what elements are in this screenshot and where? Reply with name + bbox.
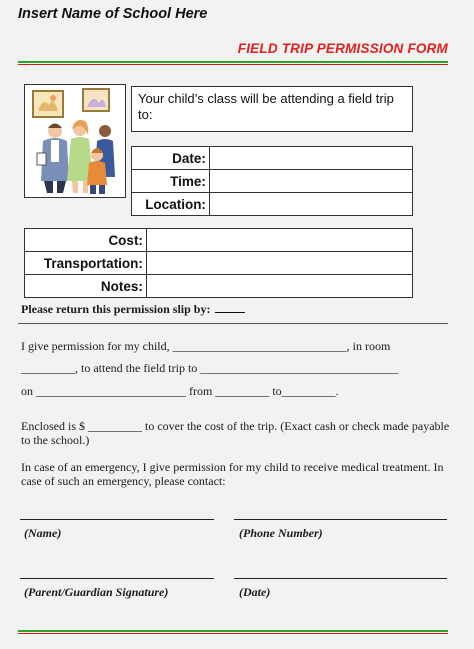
table-row	[132, 170, 413, 193]
header-divider-green	[18, 61, 448, 63]
return-by-prompt: Please return this permission slip by:	[21, 302, 211, 316]
notes-field[interactable]	[146, 275, 412, 298]
name-signature-line[interactable]	[20, 519, 214, 520]
trip-details-table	[131, 146, 413, 216]
phone-signature-line[interactable]	[234, 519, 447, 520]
time-field[interactable]	[209, 170, 412, 193]
date-field[interactable]	[209, 147, 412, 170]
date-signature-line[interactable]	[234, 578, 447, 579]
footer-divider-green	[18, 630, 448, 632]
table-row	[25, 275, 413, 298]
cost-label: Cost:	[25, 229, 147, 252]
header-divider-red	[18, 64, 448, 65]
transportation-field[interactable]	[146, 252, 412, 275]
return-by-line	[21, 302, 245, 317]
footer-divider-red	[18, 633, 448, 634]
location-field[interactable]	[209, 193, 412, 216]
time-label: Time:	[132, 170, 210, 193]
table-row	[132, 193, 413, 216]
section-divider	[18, 323, 448, 324]
table-row	[25, 229, 413, 252]
school-name: Insert Name of School Here	[18, 6, 208, 22]
phone-caption: (Phone Number)	[239, 526, 323, 540]
table-row	[25, 252, 413, 275]
attend-line: _________, to attend the field trip to _________________________________	[21, 361, 399, 375]
date-label: Date:	[132, 147, 210, 170]
form-title: FIELD TRIP PERMISSION FORM	[237, 41, 448, 56]
museum-clipart-icon	[25, 85, 125, 197]
cost-details-table	[24, 228, 413, 298]
enclosed-paragraph: Enclosed is $ _________ to cover the cost of the trip. (Exact cash or check made payable to the school.)	[21, 419, 450, 447]
permission-line: I give permission for my child, _____________________________, in room	[21, 339, 391, 353]
guardian-signature-line[interactable]	[20, 578, 214, 579]
table-row	[132, 147, 413, 170]
location-label: Location:	[132, 193, 210, 216]
notes-label: Notes:	[25, 275, 147, 298]
guardian-caption: (Parent/Guardian Signature)	[24, 585, 169, 599]
date-caption: (Date)	[239, 585, 271, 599]
intro-statement: Your child’s class will be attending a field trip to:	[131, 86, 413, 132]
teacher-children-illustration	[24, 84, 126, 198]
name-caption: (Name)	[24, 526, 62, 540]
cost-field[interactable]	[146, 229, 412, 252]
date-range-line: on _________________________ from _________ to_________.	[21, 384, 339, 398]
transportation-label: Transportation:	[25, 252, 147, 275]
emergency-paragraph: In case of an emergency, I give permission for my child to receive medical treatment. In case of such an emergency, please contact:	[21, 460, 444, 488]
return-date-blank[interactable]	[215, 302, 245, 313]
